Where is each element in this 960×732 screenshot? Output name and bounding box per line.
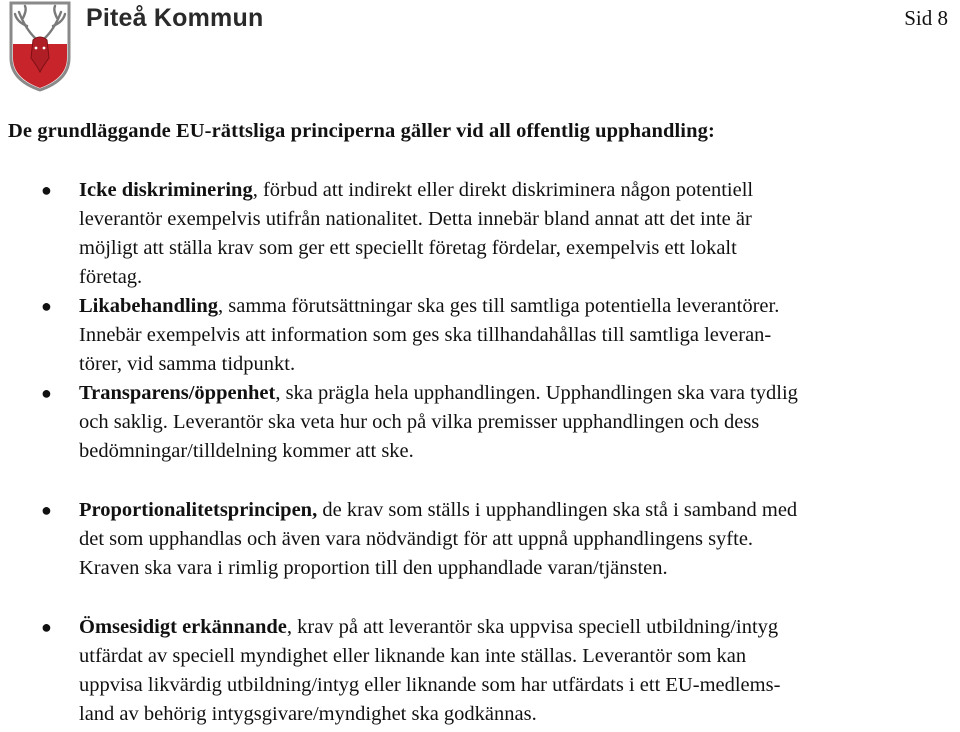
- principle-text: Innebär exempelvis att information som ges ska tillhandahållas till samtliga leveran-: [79, 324, 772, 346]
- principle-text: Kraven ska vara i rimlig proportion till den upphandlade varan/tjänsten.: [79, 557, 668, 579]
- principle-text: land av behörig intygsgivare/myndighet ska godkännas.: [79, 703, 537, 725]
- list-item-transparency: [0, 379, 960, 466]
- list-item-proportionality: [0, 496, 960, 583]
- principle-text: bedömningar/tilldelning kommer att ske.: [79, 440, 414, 462]
- principle-text: , samma förutsättningar ska ges till samtliga potentiella leverantörer.: [218, 295, 780, 317]
- principle-term: Likabehandling: [79, 295, 219, 317]
- bullet-icon: ●: [41, 617, 52, 637]
- page-number: Sid 8: [904, 6, 948, 30]
- bullet-icon: ●: [41, 500, 52, 520]
- bullet-icon: ●: [41, 296, 52, 316]
- principle-text: och saklig. Leverantör ska veta hur och på vilka premisser upphandlingen och dess: [79, 411, 760, 433]
- principle-term: Proportionalitetsprincipen,: [79, 499, 318, 521]
- principle-text: de krav som ställs i upphandlingen ska stå i samband med: [317, 499, 798, 521]
- principles-list: [0, 176, 960, 729]
- principle-text: det som upphandlas och även vara nödvändigt för att uppnå upphandlingens syfte.: [79, 528, 754, 550]
- list-item-equal-treatment: [0, 292, 960, 379]
- principle-text: , ska prägla hela upphandlingen. Upphandlingen ska vara tydlig: [275, 382, 798, 404]
- principle-text: törer, vid samma tidpunkt.: [79, 353, 296, 375]
- bullet-icon: ●: [41, 383, 52, 403]
- principle-text: leverantör exempelvis utifrån nationalitet. Detta innebär bland annat att det inte är: [79, 208, 752, 230]
- pitea-coat-of-arms-logo: [5, 0, 75, 92]
- section-heading: De grundläggande EU-rättsliga principerna gäller vid all offentlig upphandling:: [8, 120, 715, 142]
- municipality-name: Piteå Kommun: [86, 4, 264, 32]
- page-header: [0, 0, 960, 95]
- principle-term: Icke diskriminering: [79, 179, 253, 201]
- principle-term: Transparens/öppenhet: [79, 382, 276, 404]
- principle-text: utfärdat av speciell myndighet eller liknande kan inte ställas. Leverantör som kan: [79, 645, 747, 667]
- principle-text: , krav på att leverantör ska uppvisa speciell utbildning/intyg: [286, 616, 779, 638]
- bullet-icon: ●: [41, 180, 52, 200]
- principle-term: Ömsesidigt erkännande: [79, 616, 287, 638]
- principle-text: möjligt att ställa krav som ger ett speciellt företag fördelar, exempelvis ett lokalt: [79, 237, 737, 259]
- principle-text: företag.: [79, 266, 143, 288]
- principle-text: uppvisa likvärdig utbildning/intyg eller liknande som har utfärdats i ett EU-medlems-: [79, 674, 781, 696]
- list-item-mutual-recognition: [0, 613, 960, 729]
- principle-text: , förbud att indirekt eller direkt diskriminera någon potentiell: [252, 179, 754, 201]
- list-item-non-discrimination: [0, 176, 960, 292]
